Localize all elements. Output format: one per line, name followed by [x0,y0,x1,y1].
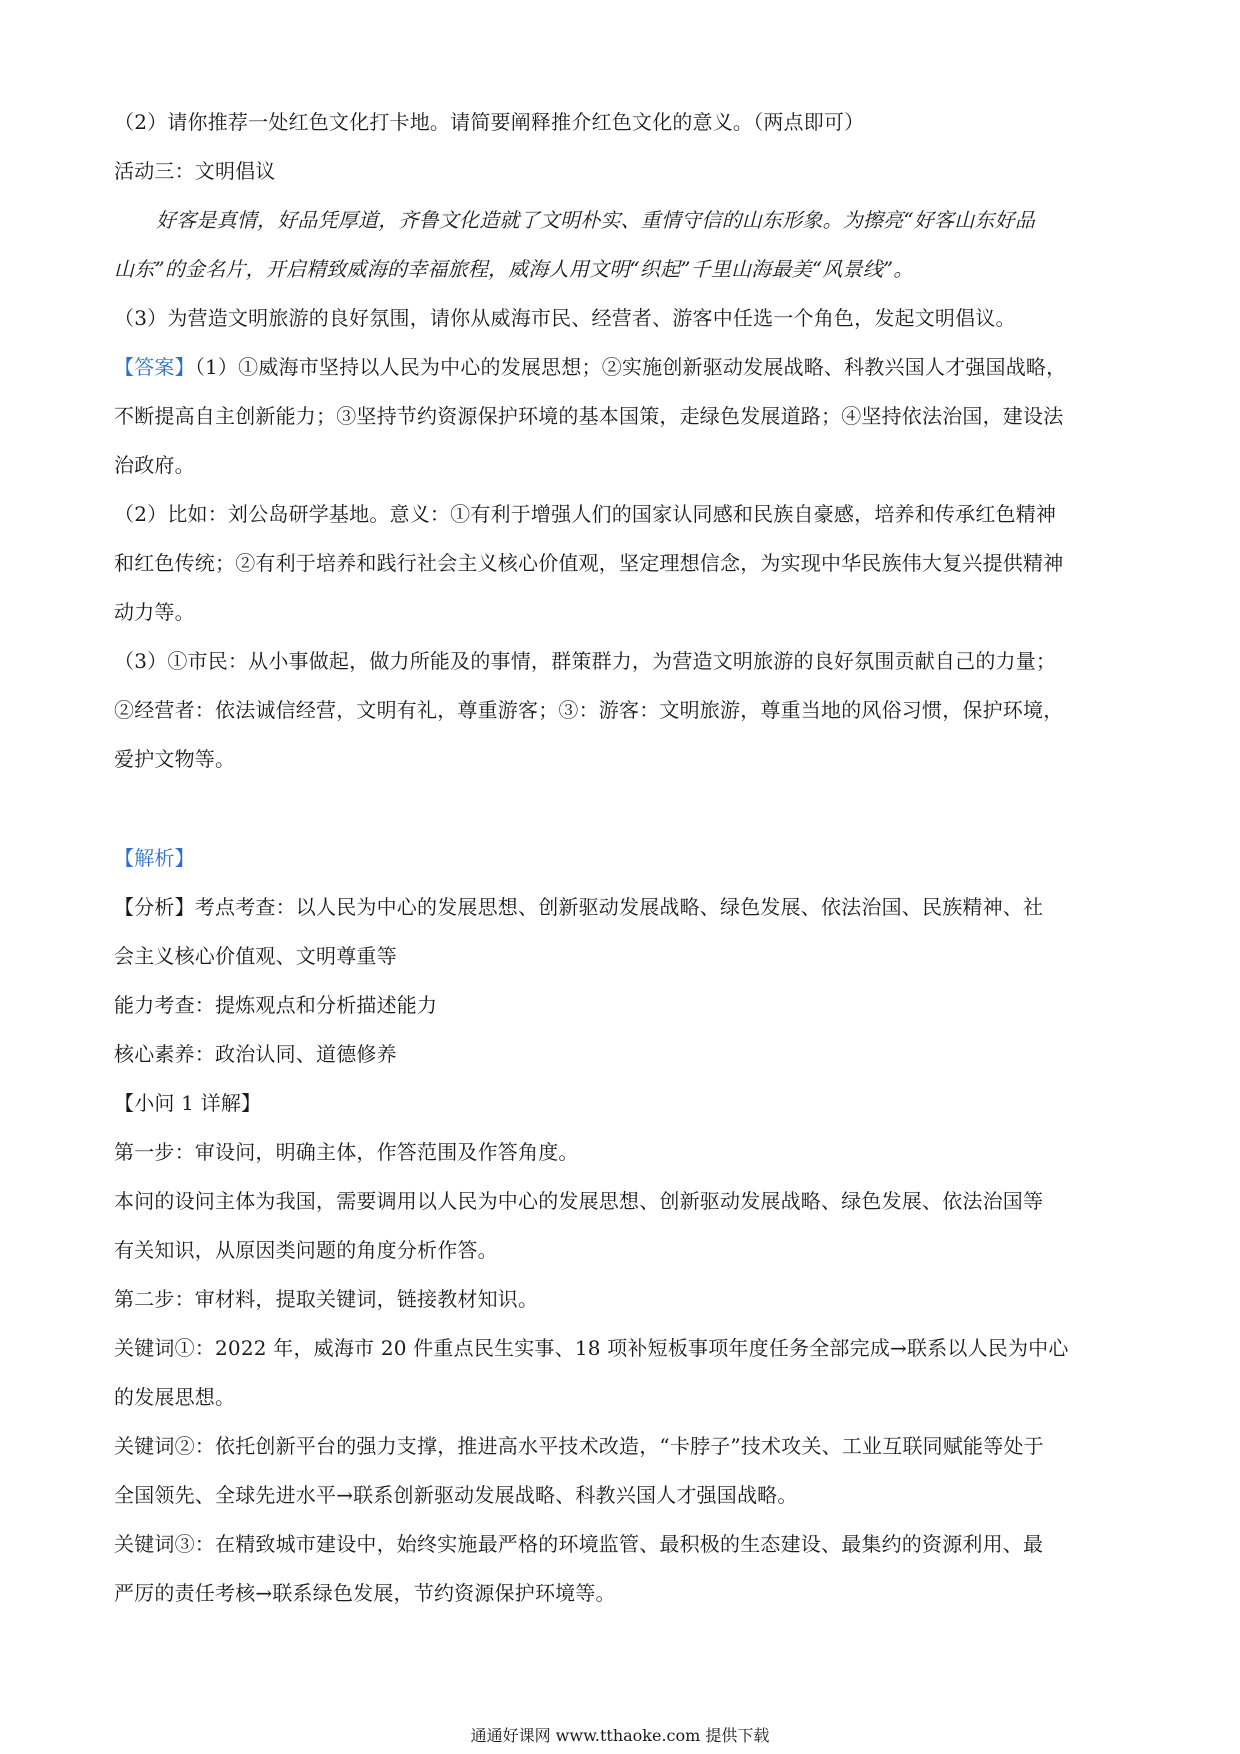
step-1-detail-line-2: 有关知识，从原因类问题的角度分析作答。 [114,1238,498,1262]
analysis-ability: 能力考查：提炼观点和分析描述能力 [114,993,438,1017]
document-body [114,98,1134,1618]
keyword-1-line-1: 关键词①：2022 年，威海市 20 件重点民生实事、18 项补短板事项年度任务全部完成→联系以人民为中心 [114,1336,1069,1360]
analysis-label: 【解析】 [114,846,195,870]
answer-2-line-3: 动力等。 [114,600,195,624]
step-1: 第一步：审设问，明确主体，作答范围及作答角度。 [114,1140,579,1164]
analysis-literacy: 核心素养：政治认同、道德修养 [114,1042,397,1066]
material-paragraph-line-1: 好客是真情，好品凭厚道，齐鲁文化造就了文明朴实、重情守信的山东形象。为擦亮“好客山东好品 [156,208,1036,232]
keyword-3-line-2: 严厉的责任考核→联系绿色发展，节约资源保护环境等。 [114,1581,616,1605]
answer-2-line-1: （2）比如：刘公岛研学基地。意义：①有利于增强人们的国家认同感和民族自豪感，培养和传承红色精神 [114,502,1057,526]
step-1-detail-line-1: 本问的设问主体为我国，需要调用以人民为中心的发展思想、创新驱动发展战略、绿色发展、依法治国等 [114,1189,1044,1213]
answer-1-line-3: 治政府。 [114,453,195,477]
page-footer: 通通好课网 www.tthaoke.com 提供下载 [470,1726,770,1745]
keyword-2-line-2: 全国领先、全球先进水平→联系创新驱动发展战略、科教兴国人才强国战略。 [114,1483,798,1507]
answer-1-line-1 [114,343,1134,392]
analysis-fenxi-line-2: 会主义核心价值观、文明尊重等 [114,944,397,968]
question-2: （2）请你推荐一处红色文化打卡地。请简要阐释推介红色文化的意义。（两点即可） [114,110,865,134]
answer-1-text: （1）①威海市坚持以人民为中心的发展思想；②实施创新驱动发展战略、科教兴国人才强国战略， [194,355,1067,379]
answer-3-line-1: （3）①市民：从小事做起，做力所能及的事情，群策群力，为营造文明旅游的良好氛围贡献自己的力量； [114,649,1057,673]
section-spacer [114,784,1134,834]
material-paragraph-line-2: 山东”的金名片，开启精致威海的幸福旅程，威海人用文明“织起”千里山海最美“风景线”。 [114,257,914,281]
answer-1-line-2: 不断提高自主创新能力；③坚持节约资源保护环境的基本国策，走绿色发展道路；④坚持依法治国，建设法 [114,404,1064,428]
question-3: （3）为营造文明旅游的良好氛围，请你从威海市民、经营者、游客中任选一个角色，发起文明倡议。 [114,306,1016,330]
analysis-fenxi-line-1: 【分析】考点考查：以人民为中心的发展思想、创新驱动发展战略、绿色发展、依法治国、民族精神、社 [114,895,1044,919]
activity-3-title: 活动三：文明倡议 [114,159,276,183]
keyword-3-line-1: 关键词③：在精致城市建设中，始终实施最严格的环境监管、最积极的生态建设、最集约的资源利用、最 [114,1532,1044,1556]
sub-question-1-title: 【小问 1 详解】 [114,1091,262,1115]
step-2: 第二步：审材料，提取关键词，链接教材知识。 [114,1287,539,1311]
answer-2-line-2: 和红色传统；②有利于培养和践行社会主义核心价值观，坚定理想信念，为实现中华民族伟大复兴提供精神 [114,551,1064,575]
keyword-1-line-2: 的发展思想。 [114,1385,236,1409]
answer-label: 【答案】 [114,355,195,379]
answer-3-line-2: ②经营者：依法诚信经营，文明有礼，尊重游客；③：游客：文明旅游，尊重当地的风俗习惯，保护环境， [114,698,1064,722]
keyword-2-line-1: 关键词②：依托创新平台的强力支撑，推进高水平技术改造，“卡脖子”技术攻关、工业互联同赋能等处于 [114,1434,1044,1458]
answer-3-line-3: 爱护文物等。 [114,747,236,771]
